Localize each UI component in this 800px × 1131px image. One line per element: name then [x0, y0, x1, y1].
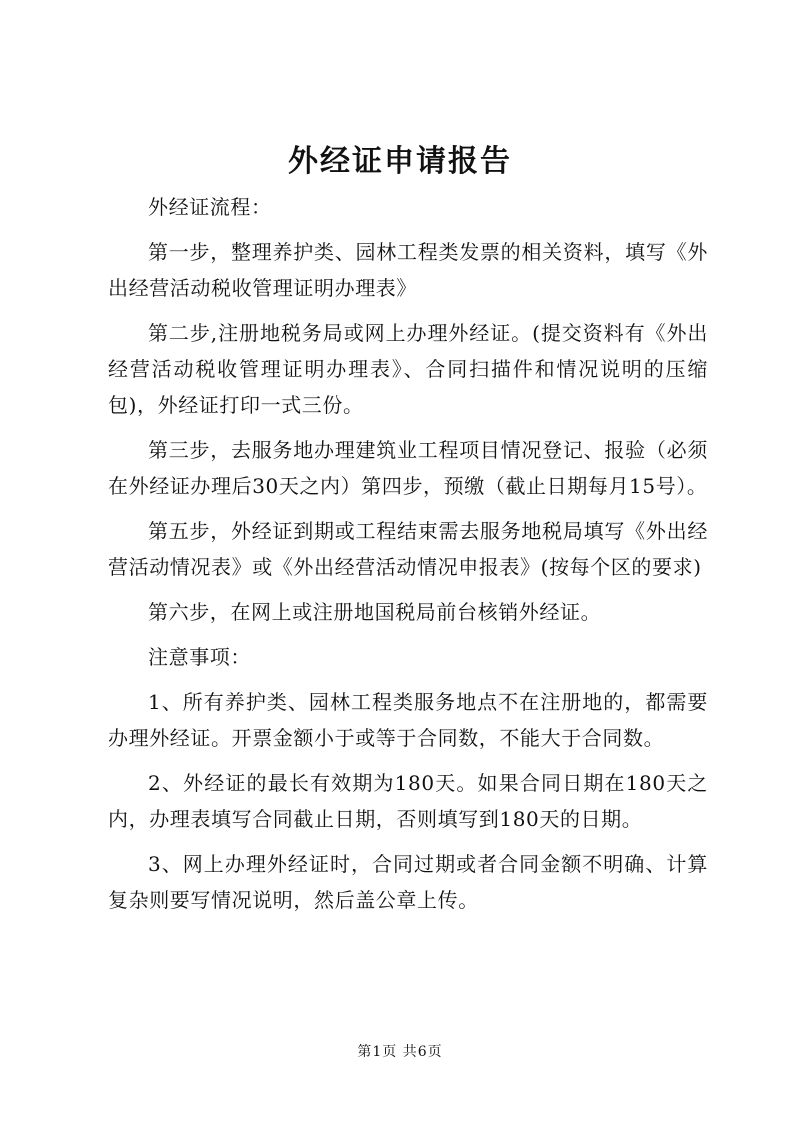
page-number-footer: 第1页 共6页 [357, 1044, 443, 1060]
paragraph-step-3-4: 第三步，去服务地办理建筑业工程项目情况登记、报验（必须在外经证办理后30天之内）第四步，预缴（截止日期每月15号）。 [108, 438, 708, 498]
document-title: 外经证申请报告 [288, 144, 512, 179]
paragraph-step-2: 第二步,注册地税务局或网上办理外经证。(提交资料有《外出经营活动税收管理证明办理表》、合同扫描件和情况说明的压缩包)，外经证打印一式三份。 [108, 321, 708, 417]
document-body [108, 189, 708, 927]
paragraph-notes-heading: 注意事项： [148, 645, 251, 669]
paragraph-step-5: 第五步，外经证到期或工程结束需去服务地税局填写《外出经营活动情况表》或《外出经营活动情况申报表》(按每个区的要求) [108, 519, 708, 579]
paragraph-step-6: 第六步，在网上或注册地国税局前台核销外经证。 [148, 600, 602, 624]
paragraph-step-1: 第一步，整理养护类、园林工程类发票的相关资料，填写《外出经营活动税收管理证明办理表》 [108, 240, 708, 300]
paragraph-process-heading: 外经证流程： [148, 195, 272, 219]
paragraph-note-1: 1、所有养护类、园林工程类服务地点不在注册地的，都需要办理外经证。开票金额小于或等于合同数，不能大于合同数。 [108, 690, 708, 750]
paragraph-note-3: 3、网上办理外经证时，合同过期或者合同金额不明确、计算复杂则要写情况说明，然后盖公章上传。 [108, 852, 708, 912]
paragraph-note-2: 2、外经证的最长有效期为180天。如果合同日期在180天之内，办理表填写合同截止日期，否则填写到180天的日期。 [108, 771, 708, 831]
